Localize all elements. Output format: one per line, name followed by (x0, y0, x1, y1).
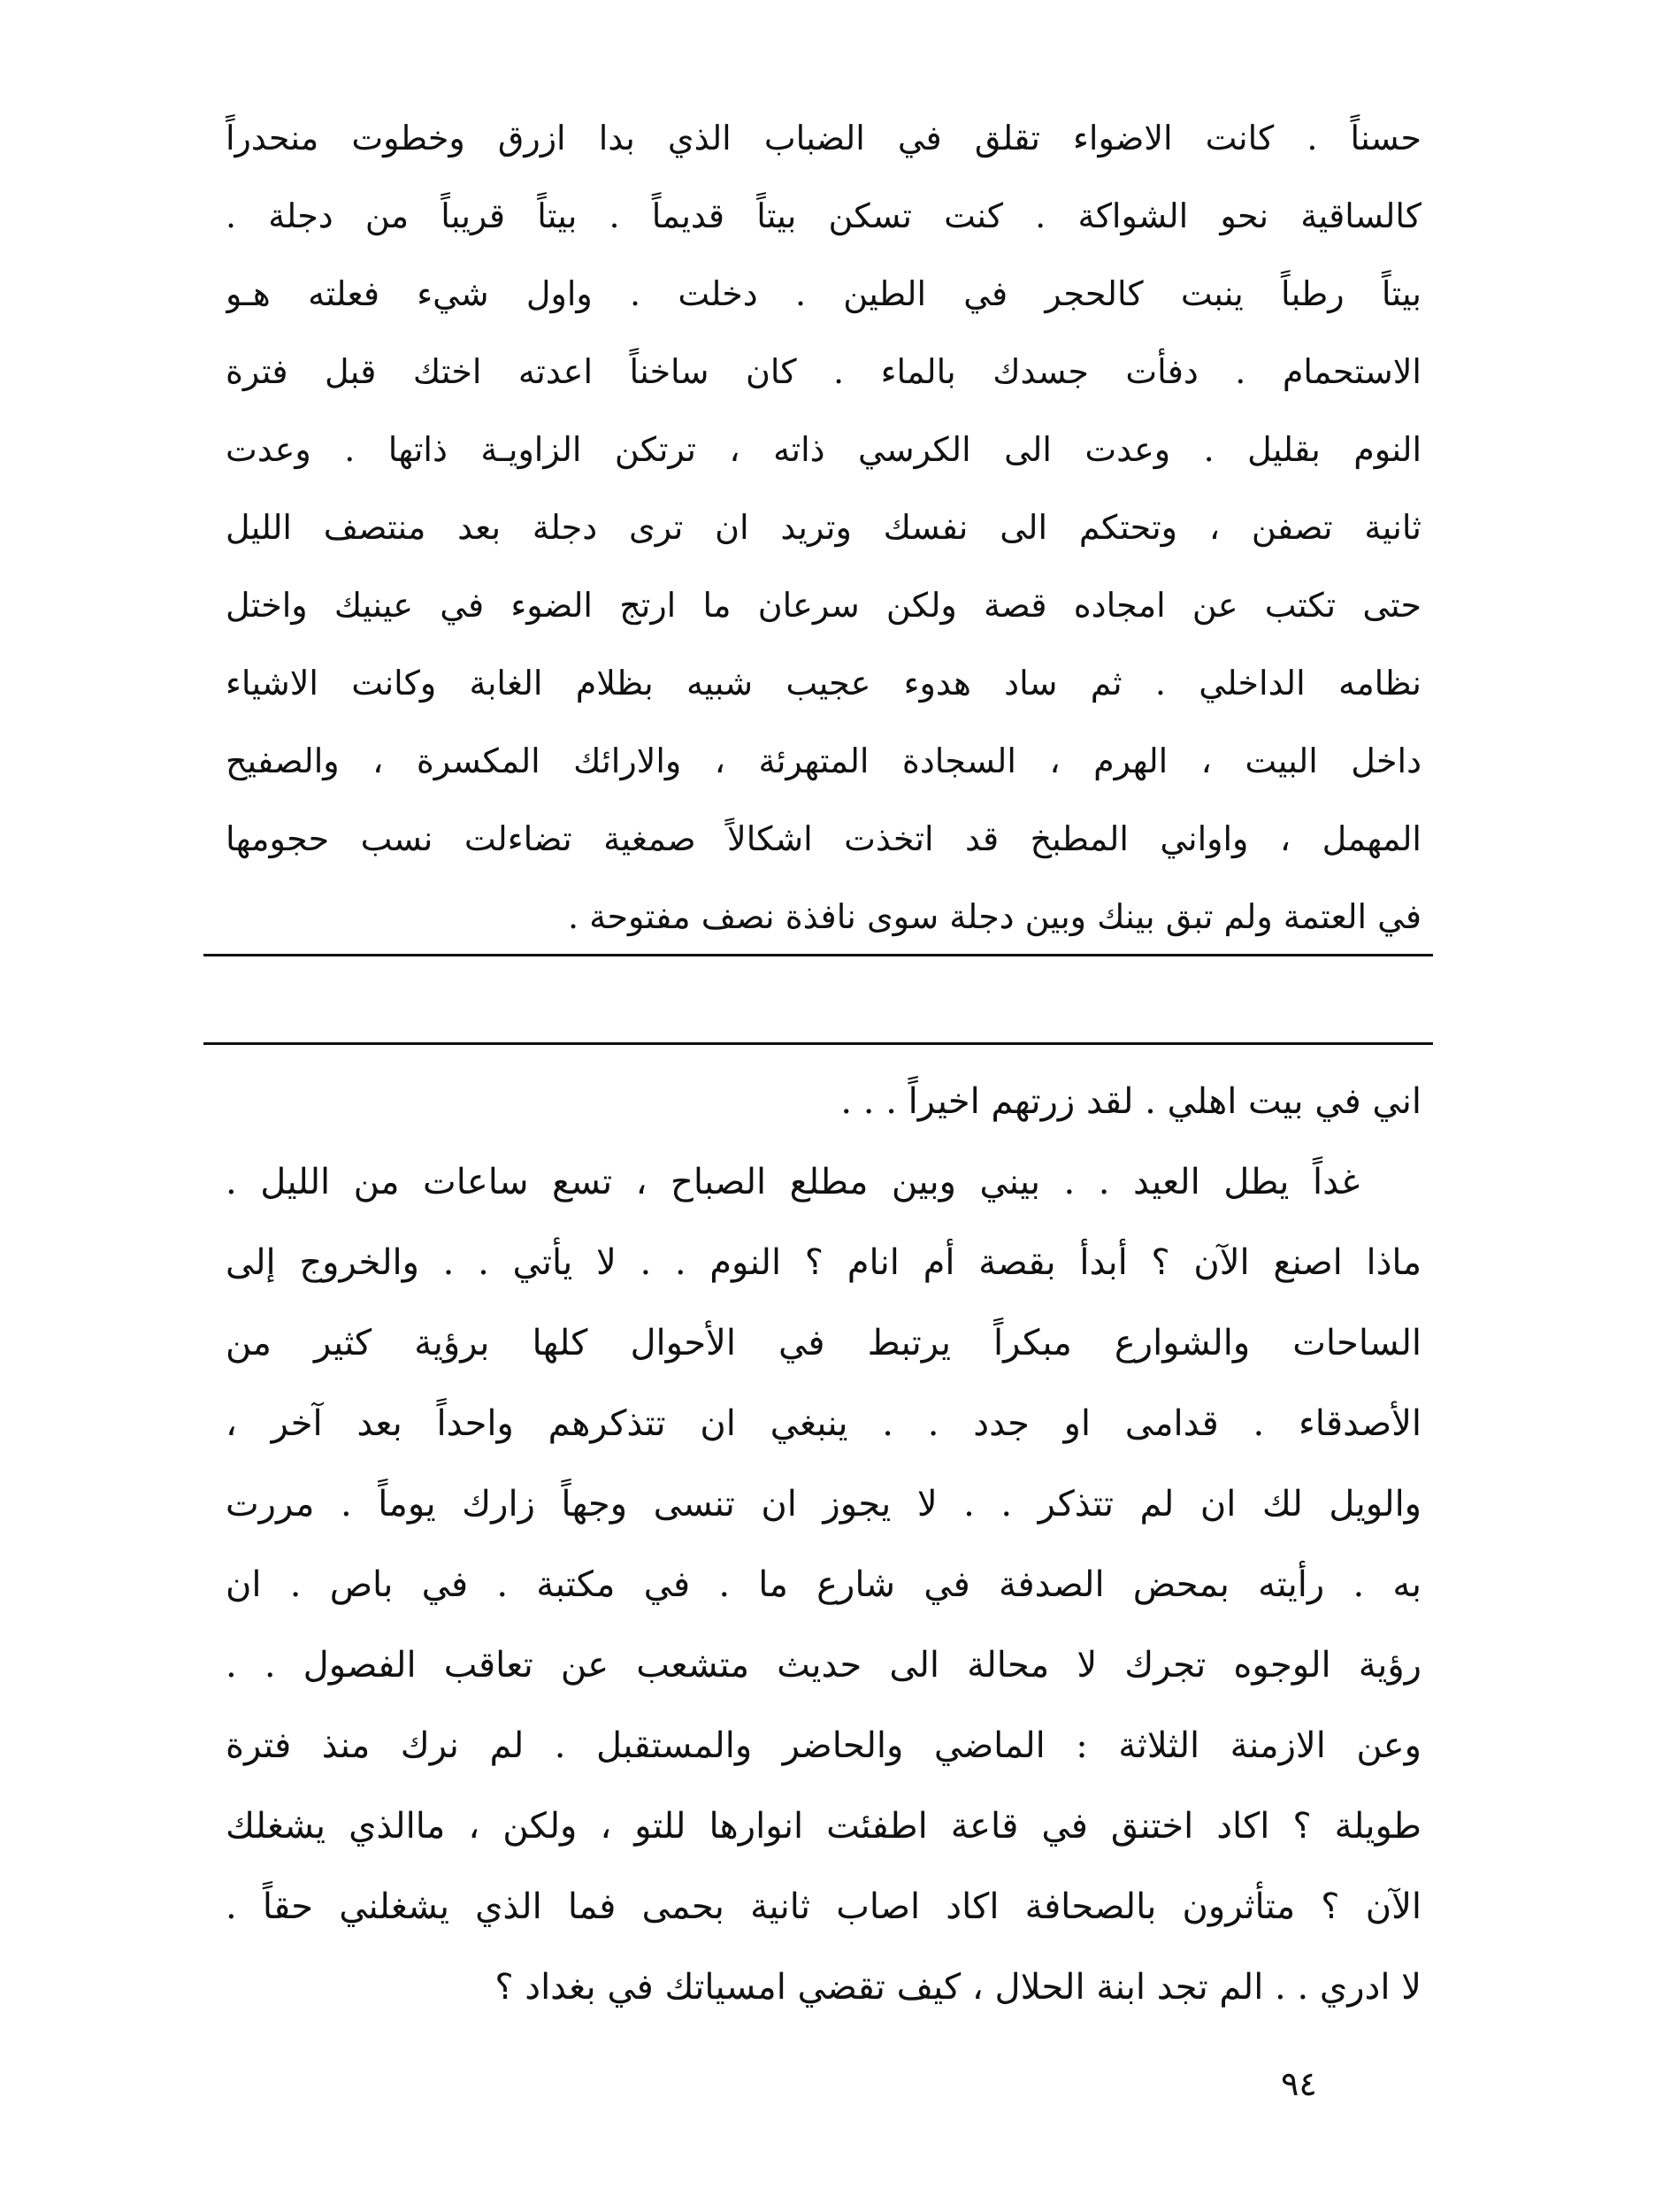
text-line: بيتاً رطباً ينبت كالحجر في الطين . دخلت . واول شيء فعلته هـو (226, 274, 1422, 313)
section-two-text (226, 1062, 1422, 2028)
text-line: الاستحمام . دفأت جسدك بالماء . كان ساخناً اعدته اختك قبل فترة (226, 352, 1422, 391)
text-line: الساحات والشوارع مبكراً يرتبط في الأحوال كلها برؤية كثير من (226, 1323, 1422, 1363)
text-line: النوم بقليل . وعدت الى الكرسي ذاته ، ترتكن الزاويـة ذاتها . وعدت (226, 430, 1422, 469)
section-one-text (226, 99, 1422, 956)
text-line: نظامه الداخلي . ثم ساد هدوء عجيب شبيه بظلام الغابة وكانت الاشياء (226, 664, 1422, 703)
text-line: ماذا اصنع الآن ؟ أبدأ بقصة أم انام ؟ النوم . . لا يأتي . . والخروج إلى (226, 1242, 1422, 1283)
text-line: كالساقية نحو الشواكة . كنت تسكن بيتاً قديماً . بيتاً قريباً من دجلة . (226, 196, 1422, 235)
text-line: حسناً . كانت الاضواء تقلق في الضباب الذي بدا ازرق وخطوت منحدراً (226, 119, 1422, 157)
page-number: ٩٤ (1281, 2064, 1317, 2103)
section-divider-rule (203, 1042, 1433, 1045)
text-line: الأصدقاء . قدامى او جدد . . ينبغي ان تتذكرهم واحداً بعد آخر ، (226, 1403, 1422, 1444)
text-line: حتى تكتب عن امجاده قصة ولكن سرعان ما ارتج الضوء في عينيك واختل (226, 586, 1422, 625)
text-line: غداً يطل العيد . . بيني وبين مطلع الصباح ، تسع ساعات من الليل . (226, 1162, 1360, 1202)
text-line: وعن الازمنة الثلاثة : الماضي والحاضر والمستقبل . لم نرك منذ فترة (226, 1725, 1422, 1766)
text-line: المهمل ، واواني المطبخ قد اتخذت اشكالاً صمغية تضاءلت نسب حجومها (226, 819, 1422, 858)
section-divider-rule (203, 954, 1433, 956)
text-line: به . رأيته بمحض الصدفة في شارع ما . في مكتبة . في باص . ان (226, 1564, 1422, 1605)
text-line: ثانية تصفن ، وتحتكم الى نفسك وتريد ان ترى دجلة بعد منتصف الليل (226, 508, 1422, 547)
section-heading-line: اني في بيت اهلي . لقد زرتهم اخيراً . . . (840, 1081, 1422, 1122)
text-line: رؤية الوجوه تجرك لا محالة الى حديث متشعب عن تعاقب الفصول . . (226, 1645, 1422, 1686)
text-line: في العتمة ولم تبق بينك وبين دجلة سوى نافذة نصف مفتوحة . (567, 897, 1422, 936)
text-line: لا ادري . . الم تجد ابنة الحلال ، كيف تقضي امسياتك في بغداد ؟ (494, 1967, 1422, 2008)
text-line: الآن ؟ متأثرون بالصحافة اكاد اصاب ثانية بحمى فما الذي يشغلني حقاً . (226, 1886, 1422, 1927)
text-line: طويلة ؟ اكاد اختنق في قاعة اطفئت انوارها للتو ، ولكن ، ماالذي يشغلك (226, 1806, 1422, 1847)
text-line: داخل البيت ، الهرم ، السجادة المتهرئة ، والارائك المكسرة ، والصفيح (226, 741, 1422, 780)
text-line: والويل لك ان لم تتذكر . . لا يجوز ان تنسى وجهاً زارك يوماً . مررت (226, 1484, 1422, 1525)
